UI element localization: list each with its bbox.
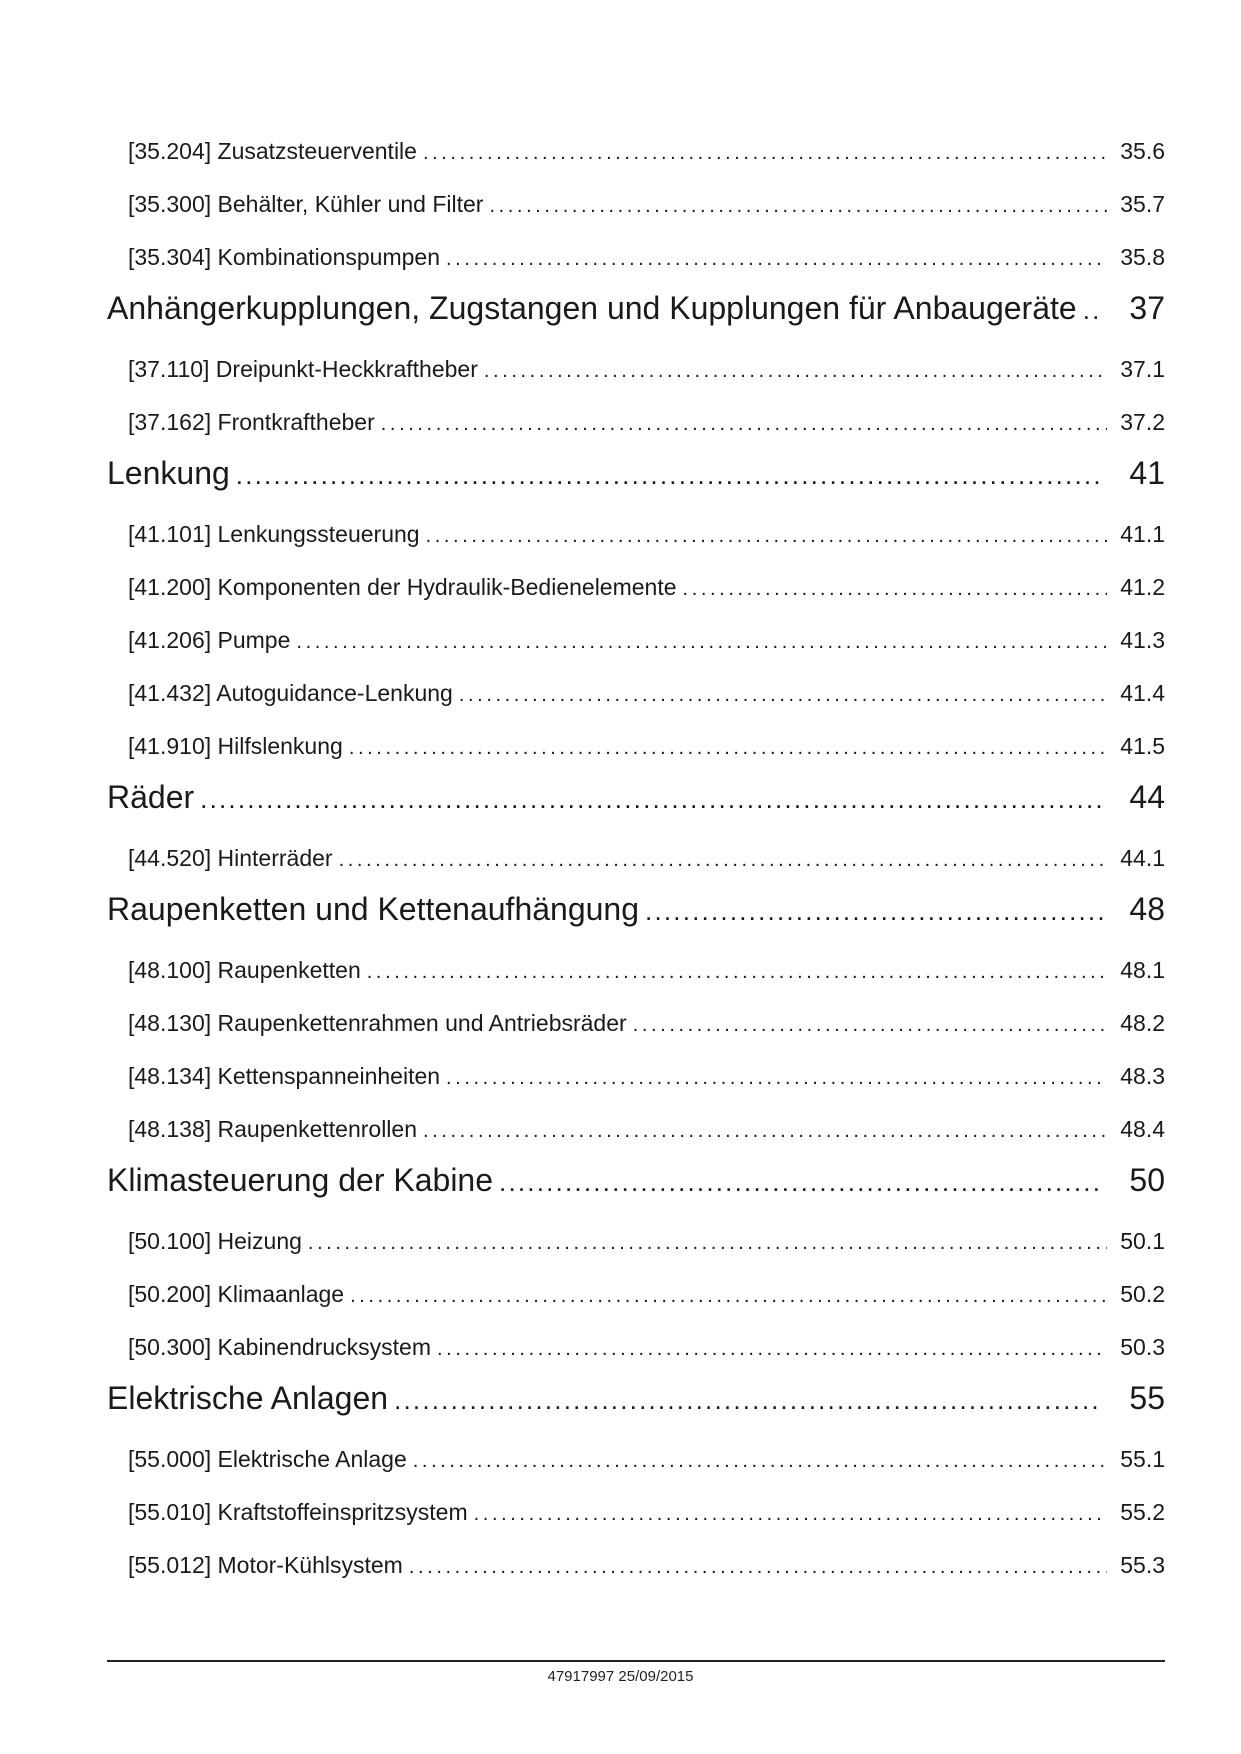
toc-entry-title: [35.304] Kombinationspumpen xyxy=(128,244,440,270)
toc-leader-dots xyxy=(484,360,1107,383)
toc-leader-dots xyxy=(446,1067,1107,1090)
toc-page-number: 41.5 xyxy=(1120,733,1165,759)
toc-leader-dots xyxy=(446,248,1107,271)
toc-page-number: 44.1 xyxy=(1120,845,1165,871)
toc-entry-title: [50.100] Heizung xyxy=(128,1228,302,1254)
toc-page-number: 50.3 xyxy=(1120,1334,1165,1360)
toc-entry-title: [48.134] Kettenspanneinheiten xyxy=(128,1063,441,1089)
toc-leader-dots xyxy=(423,142,1107,165)
toc-leader-dots xyxy=(645,896,1103,927)
toc-entry-title: [50.200] Klimaanlage xyxy=(128,1281,345,1307)
toc-leader-dots xyxy=(296,631,1107,654)
toc-entry-title: [37.110] Dreipunkt-Heckkraftheber xyxy=(128,356,478,382)
toc-section-entry[interactable] xyxy=(107,564,1165,617)
toc-entry-title: [44.520] Hinterräder xyxy=(128,845,333,871)
toc-leader-dots xyxy=(1083,295,1103,326)
toc-entry-title: [55.010] Kraftstoffeinspritzsystem xyxy=(128,1499,468,1525)
toc-leader-dots xyxy=(683,578,1107,601)
toc-page-number: 41.1 xyxy=(1120,521,1165,547)
toc-page-number: 48.2 xyxy=(1120,1010,1165,1036)
toc-section-entry[interactable] xyxy=(107,947,1165,1000)
toc-leader-dots xyxy=(499,1167,1103,1198)
toc-page-number: 48.4 xyxy=(1120,1116,1165,1142)
toc-entry-title: [55.000] Elektrische Anlage xyxy=(128,1446,407,1472)
toc-page-number: 41.4 xyxy=(1120,680,1165,706)
toc-leader-dots xyxy=(236,460,1103,491)
toc-section-entry[interactable] xyxy=(107,399,1165,452)
toc-chapter-entry[interactable] xyxy=(107,1159,1165,1218)
toc-leader-dots xyxy=(308,1232,1107,1255)
toc-section-entry[interactable] xyxy=(107,234,1165,287)
footer-document-id: 47917997 25/09/2015 xyxy=(547,1668,694,1685)
toc-section-entry[interactable] xyxy=(107,670,1165,723)
toc-leader-dots xyxy=(200,784,1103,815)
toc-entry-title: Klimasteuerung der Kabine xyxy=(107,1162,494,1198)
toc-chapter-entry[interactable] xyxy=(107,1377,1165,1436)
toc-section-entry[interactable] xyxy=(107,1271,1165,1324)
toc-entry-title: Lenkung xyxy=(107,455,230,491)
toc-section-entry[interactable] xyxy=(107,511,1165,564)
toc-entry-title: [37.162] Frontkraftheber xyxy=(128,409,375,435)
toc-section-entry[interactable] xyxy=(107,723,1165,776)
toc-section-entry[interactable] xyxy=(107,835,1165,888)
toc-page-number: 35.7 xyxy=(1120,191,1165,217)
toc-page-number: 41 xyxy=(1129,455,1165,491)
toc-entry-title: Räder xyxy=(107,779,195,815)
toc-chapter-entry[interactable] xyxy=(107,776,1165,835)
toc-page-number: 35.6 xyxy=(1120,138,1165,164)
toc-entry-title: [41.206] Pumpe xyxy=(128,627,291,653)
toc-leader-dots xyxy=(437,1338,1107,1361)
toc-page-number: 37.1 xyxy=(1120,356,1165,382)
toc-section-entry[interactable] xyxy=(107,1053,1165,1106)
toc-leader-dots xyxy=(349,737,1107,760)
toc-entry-title: Elektrische Anlagen xyxy=(107,1380,389,1416)
toc-chapter-entry[interactable] xyxy=(107,287,1165,346)
toc-leader-dots xyxy=(459,684,1107,707)
toc-page-number: 55.2 xyxy=(1120,1499,1165,1525)
toc-chapter-entry[interactable] xyxy=(107,888,1165,947)
toc-page-number: 41.3 xyxy=(1120,627,1165,653)
toc-page-number: 50.2 xyxy=(1120,1281,1165,1307)
toc-section-entry[interactable] xyxy=(107,1000,1165,1053)
toc-leader-dots xyxy=(474,1503,1107,1526)
toc-leader-dots xyxy=(339,849,1107,872)
toc-section-entry[interactable] xyxy=(107,1489,1165,1542)
toc-page-number: 37.2 xyxy=(1120,409,1165,435)
toc-entry-title: [41.101] Lenkungssteuerung xyxy=(128,521,420,547)
toc-entry-title: [41.910] Hilfslenkung xyxy=(128,733,343,759)
toc-section-entry[interactable] xyxy=(107,128,1165,181)
toc-leader-dots xyxy=(423,1120,1107,1143)
toc-leader-dots xyxy=(633,1014,1107,1037)
toc-entry-title: [35.204] Zusatzsteuerventile xyxy=(128,138,417,164)
toc-page-number: 55.1 xyxy=(1120,1446,1165,1472)
toc-section-entry[interactable] xyxy=(107,1542,1165,1595)
toc-entry-title: Raupenketten und Kettenaufhängung xyxy=(107,891,640,927)
toc-leader-dots xyxy=(489,195,1107,218)
toc-entry-title: [50.300] Kabinendrucksystem xyxy=(128,1334,432,1360)
toc-leader-dots xyxy=(367,961,1107,984)
toc-page-number: 48 xyxy=(1129,891,1165,927)
toc-section-entry[interactable] xyxy=(107,1324,1165,1377)
table-of-contents xyxy=(107,128,1165,1595)
toc-entry-title: [35.300] Behälter, Kühler und Filter xyxy=(128,191,484,217)
toc-page-number: 55 xyxy=(1129,1380,1165,1416)
toc-leader-dots xyxy=(394,1385,1103,1416)
toc-chapter-entry[interactable] xyxy=(107,452,1165,511)
toc-page-number: 50.1 xyxy=(1120,1228,1165,1254)
toc-entry-title: [48.138] Raupenkettenrollen xyxy=(128,1116,417,1142)
toc-page-number: 50 xyxy=(1129,1162,1165,1198)
toc-section-entry[interactable] xyxy=(107,1436,1165,1489)
toc-page-number: 48.3 xyxy=(1120,1063,1165,1089)
toc-leader-dots xyxy=(350,1285,1107,1308)
toc-entry-title: [41.200] Komponenten der Hydraulik-Bedienelemente xyxy=(128,574,677,600)
toc-section-entry[interactable] xyxy=(107,1106,1165,1159)
toc-section-entry[interactable] xyxy=(107,1218,1165,1271)
toc-section-entry[interactable] xyxy=(107,181,1165,234)
toc-leader-dots xyxy=(409,1556,1107,1579)
toc-leader-dots xyxy=(426,525,1107,548)
toc-page-number: 55.3 xyxy=(1120,1552,1165,1578)
toc-leader-dots xyxy=(381,413,1107,436)
toc-section-entry[interactable] xyxy=(107,617,1165,670)
toc-entry-title: Anhängerkupplungen, Zugstangen und Kupplungen für Anbaugeräte xyxy=(107,290,1077,326)
toc-leader-dots xyxy=(413,1450,1107,1473)
toc-page-number: 44 xyxy=(1129,779,1165,815)
toc-page-number: 37 xyxy=(1129,290,1165,326)
toc-section-entry[interactable] xyxy=(107,346,1165,399)
toc-entry-title: [41.432] Autoguidance-Lenkung xyxy=(128,680,453,706)
toc-entry-title: [48.100] Raupenketten xyxy=(128,957,361,983)
toc-entry-title: [55.012] Motor-Kühlsystem xyxy=(128,1552,403,1578)
toc-entry-title: [48.130] Raupenkettenrahmen und Antriebsräder xyxy=(128,1010,627,1036)
toc-page-number: 41.2 xyxy=(1120,574,1165,600)
toc-page-number: 48.1 xyxy=(1120,957,1165,983)
footer-divider xyxy=(107,1660,1165,1662)
toc-page-number: 35.8 xyxy=(1120,244,1165,270)
